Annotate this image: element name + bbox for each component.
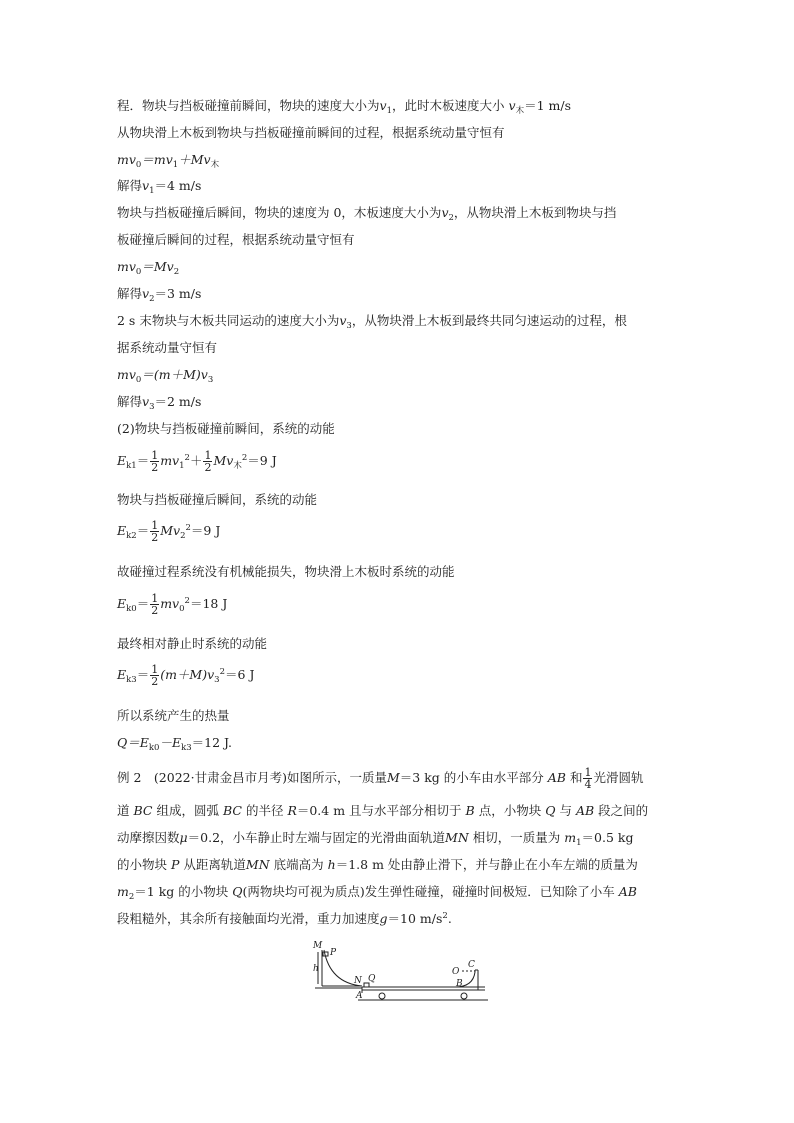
label-q: Q	[368, 974, 376, 984]
label-b: B	[456, 979, 463, 989]
text-line: 解得$v_2=3$ m/s	[117, 286, 202, 304]
label-o: O	[452, 967, 460, 977]
label-m: M	[313, 941, 323, 951]
equation-momentum-1: $mv_0=mv_1+Mv_木$	[117, 152, 220, 170]
equation-ek2: $E_{k2}=$ $\frac{1}{2}$ $Mv_2^2=9$ J	[117, 519, 221, 544]
text-line: 据系统动量守恒有	[117, 340, 218, 355]
text-line: 最终相对静止时系统的动能	[117, 636, 268, 651]
wheel	[461, 993, 467, 999]
text-line: 2 s 末物块与木板共同运动的速度大小为$v_3$，从物块滑上木板到最终共同匀速运动的过程，根	[117, 313, 627, 331]
example-2-line-5: $m_2=1$ kg 的小物块 Q(两物块均可视为质点)发生弹性碰撞，碰撞时间极短．已知除了小车 AB	[117, 884, 637, 902]
equation-momentum-2: $mv_0=Mv_2$	[117, 259, 180, 277]
text-line: 所以系统产生的热量	[117, 708, 230, 723]
text-line: (2)物块与挡板碰撞前瞬间，系统的动能	[117, 421, 335, 436]
fraction: $\frac{1}{2}$	[151, 519, 159, 544]
label-c: C	[468, 960, 475, 970]
physics-diagram	[310, 938, 490, 1008]
label-a: A	[356, 991, 363, 1001]
fraction: $\frac{1}{2}$	[151, 592, 159, 617]
example-2-line-1: 例 2 (2022·甘肃金昌市月考)如图所示，一质量M＝3 kg 的小车由水平部分 AB 和 $\frac{1}{4}$ 光滑圆轨	[117, 766, 644, 791]
example-2-line-6: 段粗糙外，其余所有接触面均光滑，重力加速度g＝10 $m/s^2$.	[117, 911, 452, 926]
label-n: N	[354, 976, 362, 986]
text-line: 解得$v_3=2$ m/s	[117, 394, 202, 412]
equation-ek0: $E_{k0}=$ $\frac{1}{2}$ $mv_0^2=18$ J	[117, 592, 228, 617]
text-line: 物块与挡板碰撞后瞬间，物块的速度为 0，木板速度大小为$v_2$，从物块滑上木板到物块与挡	[117, 205, 617, 223]
fraction: $\frac{1}{2}$	[151, 663, 159, 688]
label-h: h	[313, 964, 319, 974]
equation-ek3: $E_{k3}=$ $\frac{1}{2}$ $(m+M)v_3^2=6$ J	[117, 663, 255, 688]
label-p: P	[330, 948, 337, 958]
equation-ek1: $E_{k1}=$ $\frac{1}{2}$ $mv_1^2+$ $\frac{1}{2}$ $Mv_木^2=9$ J	[117, 449, 277, 474]
example-2-line-2: 道 BC 组成，圆弧 BC 的半径 R＝0.4 m 且与水平部分相切于 B 点，小物块 Q 与 AB 段之间的	[117, 803, 649, 818]
text-line: 从物块滑上木板到物块与挡板碰撞前瞬间的过程，根据系统动量守恒有	[117, 125, 505, 140]
text-line: 板碰撞后瞬间的过程，根据系统动量守恒有	[117, 232, 355, 247]
text-line: 程．物块与挡板碰撞前瞬间，物块的速度大小为$v_1$，此时木板速度大小 $v_木=1$ m/s	[117, 98, 571, 116]
text-line: 故碰撞过程系统没有机械能损失，物块滑上木板时系统的动能	[117, 564, 455, 579]
text-line: 物块与挡板碰撞后瞬间，系统的动能	[117, 492, 318, 507]
example-2-line-4: 的小物块 P 从距离轨道MN 底端高为 h＝1.8 m 处由静止滑下，并与静止在小车左端的质量为	[117, 857, 638, 872]
fraction: $\frac{1}{2}$	[151, 449, 159, 474]
fraction: $\frac{1}{2}$	[204, 449, 212, 474]
equation-momentum-3: $mv_0=(m+M)v_3$	[117, 367, 214, 385]
example-2-line-3: 动摩擦因数μ＝0.2，小车静止时左端与固定的光滑曲面轨道MN 相切，一质量为 $m_1=0.5$ kg	[117, 830, 634, 848]
fraction: $\frac{1}{4}$	[584, 766, 592, 791]
text-line: 解得$v_1=4$ m/s	[117, 178, 202, 196]
equation-heat: $Q=E_{k0}-E_{k3}=12$ J.	[117, 735, 233, 753]
wheel	[379, 993, 385, 999]
